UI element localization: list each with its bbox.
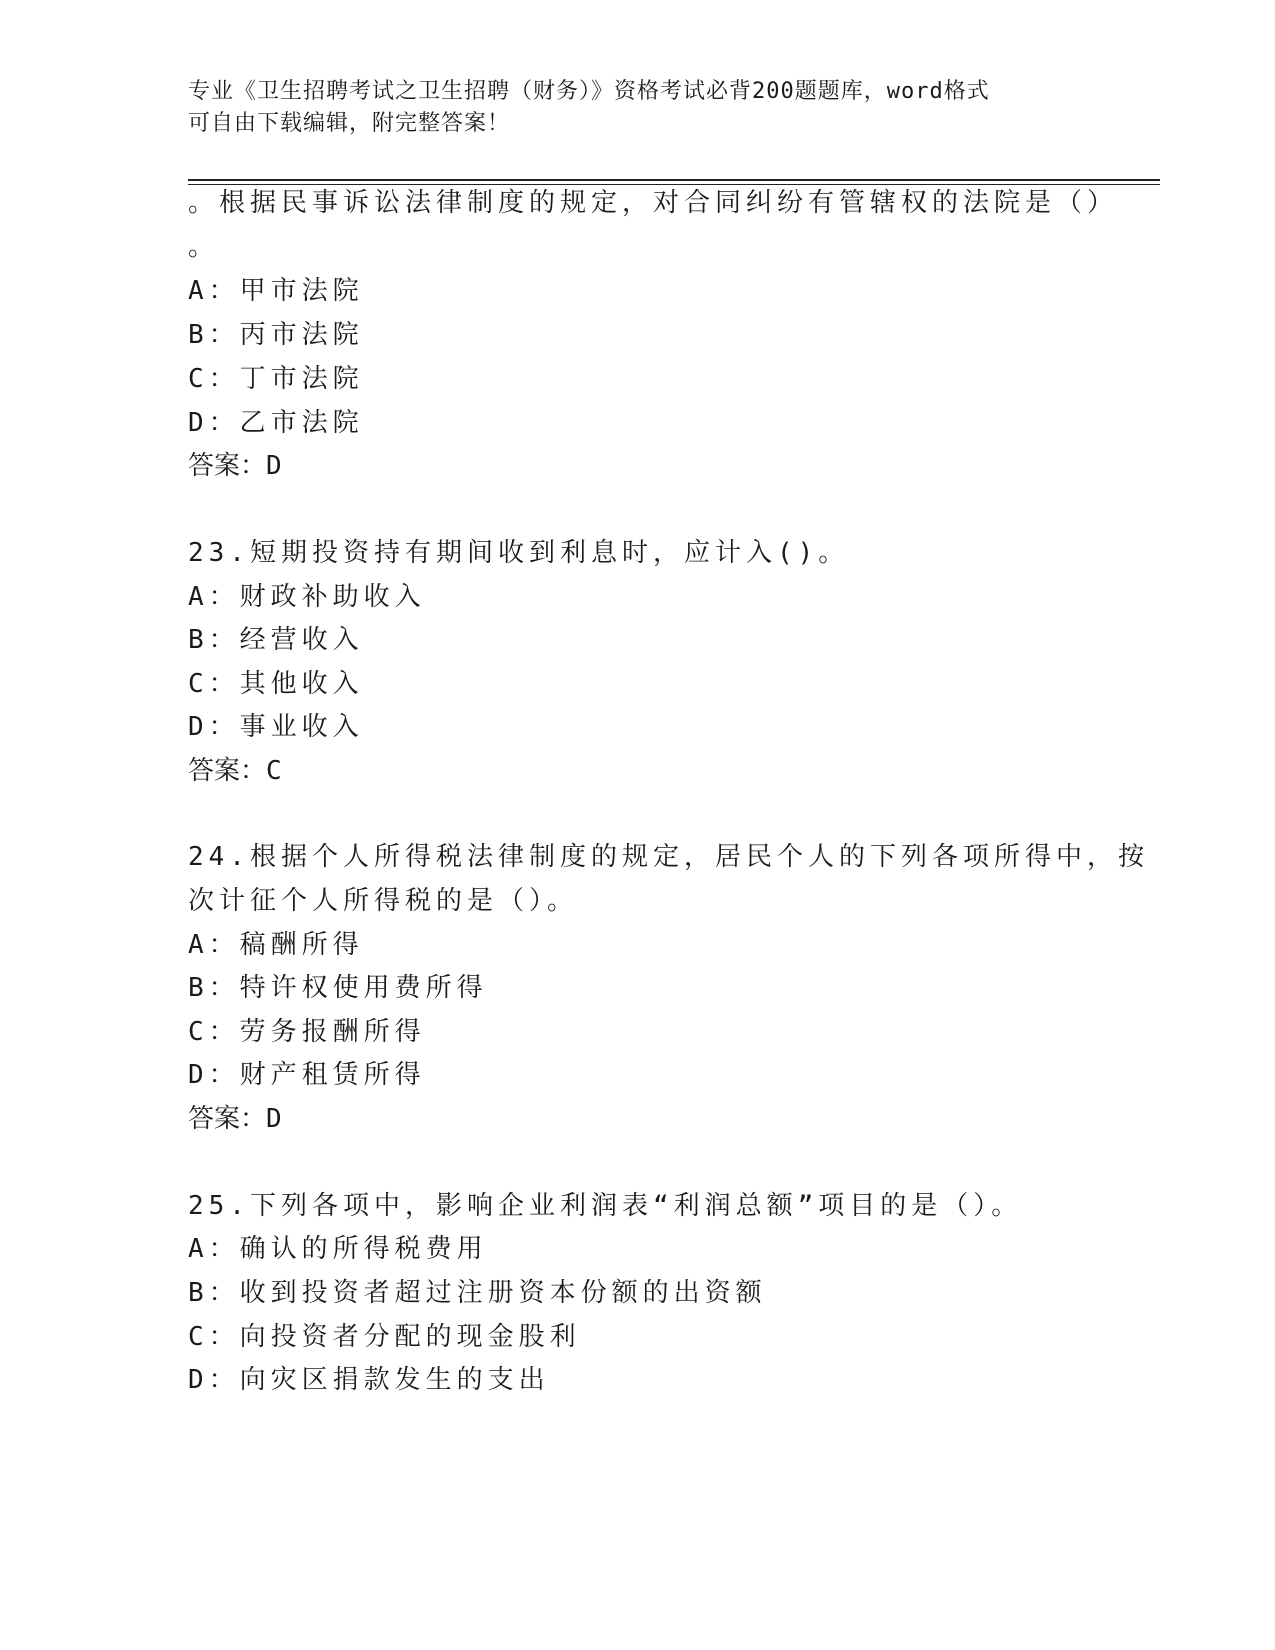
question-22-option-d: D：乙市法院 <box>188 408 364 438</box>
question-23-option-b: B：经营收入 <box>188 625 364 655</box>
question-23-option-d: D：事业收入 <box>188 712 364 742</box>
question-24-answer <box>188 1102 282 1136</box>
question-22-option-c: C：丁市法院 <box>188 364 364 394</box>
answer-label: 答案： <box>188 451 267 481</box>
question-22-stem-line-2: 。 <box>188 232 220 262</box>
question-25-option-d: D：向灾区捐款发生的支出 <box>188 1365 550 1395</box>
question-22-answer <box>188 449 282 483</box>
question-23-option-a: A：财政补助收入 <box>188 582 426 612</box>
header-title-line-2: 可自由下载编辑，附完整答案！ <box>188 111 511 136</box>
header-divider-thin <box>188 184 1160 185</box>
question-25-option-b: B：收到投资者超过注册资本份额的出资额 <box>188 1278 767 1308</box>
question-24-stem-line-1: 24.根据个人所得税法律制度的规定，居民个人的下列各项所得中，按 <box>188 842 1149 872</box>
question-24-option-d: D：财产租赁所得 <box>188 1060 426 1090</box>
question-24-stem-line-2: 次计征个人所得税的是（）。 <box>188 886 579 916</box>
answer-value: D <box>266 1104 282 1134</box>
question-22-option-a: A：甲市法院 <box>188 276 364 306</box>
question-24-option-a: A：稿酬所得 <box>188 930 364 960</box>
header-title-line-1: 专业《卫生招聘考试之卫生招聘（财务）》资格考试必背200题题库，word格式 <box>188 79 990 104</box>
header-divider-thick <box>188 179 1160 181</box>
question-22-option-b: B：丙市法院 <box>188 320 364 350</box>
question-23-option-c: C：其他收入 <box>188 669 364 699</box>
question-22-stem-line-1: 。根据民事诉讼法律制度的规定，对合同纠纷有管辖权的法院是（） <box>188 188 1119 218</box>
answer-label: 答案： <box>188 756 267 786</box>
document-header <box>188 76 1088 140</box>
question-25-stem: 25.下列各项中，影响企业利润表“利润总额”项目的是（）。 <box>188 1191 1023 1221</box>
answer-value: D <box>266 451 282 481</box>
question-24-option-b: B：特许权使用费所得 <box>188 973 488 1003</box>
answer-value: C <box>266 756 282 786</box>
question-24-option-c: C：劳务报酬所得 <box>188 1017 426 1047</box>
question-25-option-a: A：确认的所得税费用 <box>188 1234 488 1264</box>
answer-label: 答案： <box>188 1104 267 1134</box>
question-25-option-c: C：向投资者分配的现金股利 <box>188 1322 581 1352</box>
question-23-stem: 23.短期投资持有期间收到利息时，应计入()。 <box>188 538 850 568</box>
question-23-answer <box>188 754 282 788</box>
